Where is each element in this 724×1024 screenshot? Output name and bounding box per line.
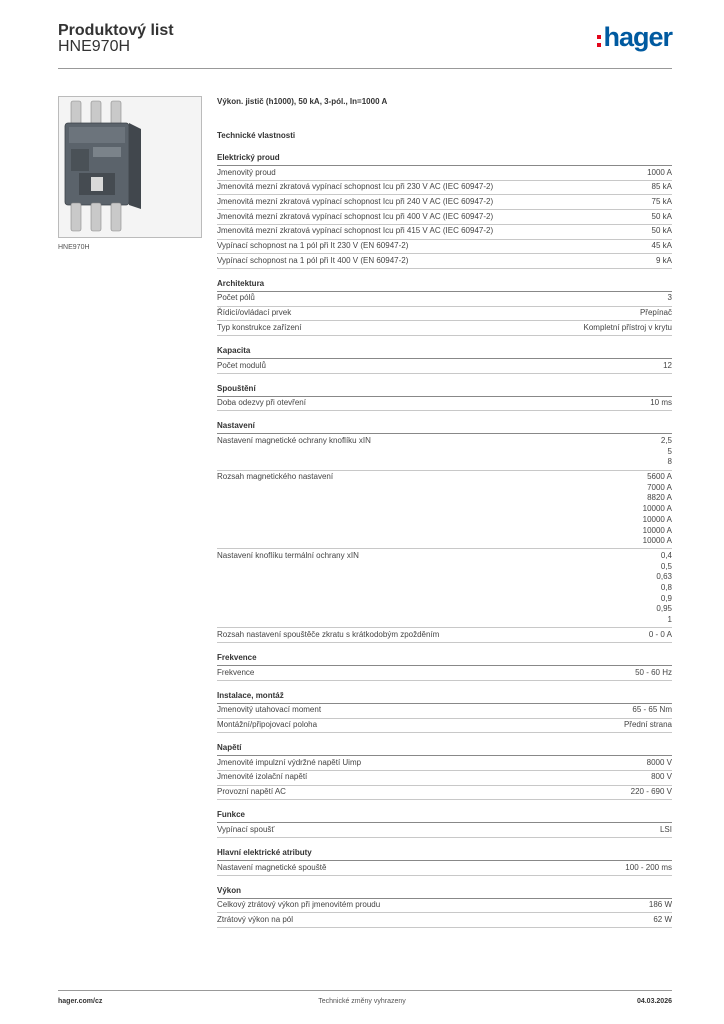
section-title: Instalace, montáž (217, 689, 672, 704)
product-code: HNE970H (58, 38, 131, 55)
footer-date: 04.03.2026 (636, 998, 672, 1005)
spec-value: 50 - 60 Hz (635, 667, 672, 677)
hager-logo (597, 24, 672, 51)
spec-values (649, 900, 672, 911)
section-title: Kapacita (217, 344, 672, 359)
spec-row (217, 861, 672, 876)
spec-value: 1 (667, 615, 672, 625)
spec-values (652, 182, 672, 193)
spec-row (217, 823, 672, 838)
spec-row (217, 471, 672, 550)
spec-value: 0,5 (660, 561, 672, 571)
spec-section (217, 344, 672, 374)
spec-values (635, 668, 672, 679)
spec-row (217, 321, 672, 336)
image-caption: HNE970H (58, 244, 90, 251)
spec-section (217, 689, 672, 733)
spec-row (217, 771, 672, 786)
spec-label: Montážní/připojovací poloha (217, 720, 318, 729)
spec-value: 800 V (651, 772, 672, 782)
section-title: Architektura (217, 277, 672, 292)
spec-values (652, 212, 672, 223)
spec-value: 62 W (653, 914, 672, 924)
spec-value: 9 kA (655, 255, 672, 265)
spec-section (217, 419, 672, 643)
spec-row (217, 195, 672, 210)
spec-value: 3 (667, 293, 672, 303)
header-divider (58, 68, 672, 69)
spec-label: Počet pólů (217, 293, 255, 303)
spec-label: Jmenovitá mezní zkratová vypínací schopnost Icu při 400 V AC (IEC 60947-2) (217, 211, 494, 221)
spec-value: 10000 A (642, 525, 672, 535)
section-title: Elektrický proud (217, 151, 672, 166)
spec-values (652, 241, 672, 252)
spec-values (652, 226, 672, 237)
section-title: Spouštění (217, 382, 672, 397)
spec-label: Jmenovitá mezní zkratová vypínací schopnost Icu při 230 V AC (IEC 60947-2) (217, 182, 494, 192)
section-title: Frekvence (217, 651, 672, 666)
spec-row (217, 307, 672, 322)
spec-values (624, 720, 672, 731)
spec-label: Doba odezvy při otevření (217, 398, 306, 408)
spec-values (632, 705, 672, 716)
spec-row (217, 666, 672, 681)
spec-row (217, 181, 672, 196)
spec-label: Vypínací spoušť (217, 824, 275, 834)
spec-row (217, 292, 672, 307)
section-title: Hlavní elektrické atributy (217, 846, 672, 861)
spec-label: Vypínací schopnost na 1 pól při It 230 V (EN 60947-2) (217, 241, 409, 251)
spec-values (668, 293, 672, 304)
spec-value: 5600 A (647, 472, 672, 482)
spec-value: 186 W (648, 900, 672, 910)
spec-value: 100 - 200 ms (625, 862, 672, 872)
spec-label: Jmenovité impulzní výdržné napětí Uimp (217, 757, 362, 767)
spec-value: 65 - 65 Nm (632, 705, 672, 715)
spec-row (217, 719, 672, 734)
section-title: Napětí (217, 741, 672, 756)
spec-value: 0 - 0 A (648, 629, 672, 639)
section-title: Funkce (217, 808, 672, 823)
spec-section (217, 277, 672, 336)
spec-label: Jmenovitý proud (217, 167, 276, 177)
spec-value: LSI (659, 824, 672, 834)
product-description: Výkon. jistič (h1000), 50 kA, 3-pól., In=1000 A (217, 97, 388, 106)
spec-content (217, 95, 672, 928)
spec-value: 10 ms (650, 398, 672, 408)
spec-value: Přední strana (623, 720, 672, 729)
spec-value: 8000 V (646, 757, 672, 767)
spec-row (217, 913, 672, 928)
spec-row (217, 756, 672, 771)
spec-section (217, 808, 672, 838)
spec-row (217, 628, 672, 643)
spec-label: Jmenovitá mezní zkratová vypínací schopnost Icu při 240 V AC (IEC 60947-2) (217, 196, 494, 206)
spec-value: 0,9 (660, 593, 672, 603)
spec-row (217, 397, 672, 412)
product-image (58, 96, 202, 238)
spec-section (217, 382, 672, 412)
spec-value: 1000 A (647, 167, 672, 177)
spec-row (217, 786, 672, 801)
spec-values (650, 398, 672, 409)
spec-value: 8820 A (647, 493, 672, 503)
spec-section (217, 741, 672, 800)
spec-row (217, 254, 672, 269)
spec-values (653, 915, 672, 926)
spec-label: Celkový ztrátový výkon při jmenovitém proudu (217, 900, 381, 910)
spec-value: 5 (667, 446, 672, 456)
spec-label: Vypínací schopnost na 1 pól při It 400 V (EN 60947-2) (217, 255, 409, 265)
spec-values (651, 772, 672, 783)
spec-value: 220 - 690 V (630, 787, 672, 797)
spec-section (217, 151, 672, 269)
page-title: Produktový list (58, 22, 174, 39)
spec-value: 10000 A (642, 536, 672, 546)
spec-label: Řídicí/ovládací prvek (217, 308, 292, 318)
tech-properties-heading: Technické vlastnosti (217, 131, 296, 140)
footer-website-link[interactable]: hager.com/cz (58, 998, 103, 1005)
spec-values (652, 197, 672, 208)
spec-value: 2,5 (660, 435, 672, 445)
spec-values (584, 323, 672, 334)
spec-values (643, 472, 672, 547)
spec-values (660, 825, 672, 836)
spec-label: Počet modulů (217, 360, 266, 370)
spec-value: 10000 A (642, 514, 672, 524)
spec-value: 85 kA (651, 182, 672, 192)
spec-label: Jmenovitý utahovací moment (217, 705, 322, 715)
spec-values (631, 787, 672, 798)
spec-value: 10000 A (642, 504, 672, 514)
spec-label: Rozsah magnetického nastavení (217, 472, 334, 482)
spec-value: 50 kA (651, 211, 672, 221)
spec-value: 0,95 (656, 604, 672, 614)
spec-label: Rozsah nastavení spouštěče zkratu s krátkodobým zpožděním (217, 629, 440, 639)
section-title: Výkon (217, 884, 672, 899)
spec-value: 0,4 (660, 550, 672, 560)
spec-row (217, 549, 672, 628)
spec-value: 0,8 (660, 583, 672, 593)
spec-values (647, 168, 672, 179)
spec-label: Nastavení magnetické spouště (217, 862, 327, 872)
spec-value: 75 kA (651, 196, 672, 206)
spec-values (649, 630, 672, 641)
section-title: Nastavení (217, 419, 672, 434)
spec-values (656, 551, 672, 626)
spec-section (217, 651, 672, 681)
spec-value: 0,63 (656, 572, 672, 582)
spec-value: Kompletní přístroj v krytu (583, 322, 672, 332)
spec-row (217, 210, 672, 225)
spec-label: Provozní napětí AC (217, 787, 286, 797)
spec-section (217, 884, 672, 928)
spec-label: Typ konstrukce zařízení (217, 322, 302, 332)
logo-text: hager (603, 22, 672, 52)
footer-divider (58, 990, 672, 991)
spec-section (217, 846, 672, 876)
spec-row (217, 434, 672, 470)
spec-value: 12 (663, 360, 672, 370)
spec-sections (217, 151, 672, 928)
spec-values (647, 758, 672, 769)
spec-row (217, 359, 672, 374)
spec-row (217, 166, 672, 181)
spec-values (656, 256, 672, 267)
spec-row (217, 899, 672, 914)
spec-label: Frekvence (217, 667, 255, 677)
spec-label: Nastavení knoflíku termální ochrany xIN (217, 550, 359, 560)
spec-values (663, 361, 672, 372)
spec-label: Jmenovitá mezní zkratová vypínací schopnost Icu při 415 V AC (IEC 60947-2) (217, 226, 494, 236)
logo-dots-icon (597, 35, 601, 47)
spec-row (217, 704, 672, 719)
spec-row (217, 225, 672, 240)
spec-values (640, 308, 672, 319)
spec-values (661, 436, 672, 468)
spec-label: Nastavení magnetické ochrany knoflíku xIN (217, 435, 371, 445)
spec-value: 50 kA (651, 226, 672, 236)
footer-disclaimer: Technické změny vyhrazeny (318, 998, 406, 1005)
spec-row (217, 240, 672, 255)
spec-value: 7000 A (647, 482, 672, 492)
spec-value: 45 kA (651, 241, 672, 251)
circuit-breaker-icon (59, 97, 201, 237)
spec-label: Ztrátový výkon na pól (217, 914, 294, 924)
spec-label: Jmenovité izolační napětí (217, 772, 308, 782)
spec-value: Přepínač (639, 308, 672, 318)
spec-values (625, 863, 672, 874)
spec-value: 8 (667, 457, 672, 467)
